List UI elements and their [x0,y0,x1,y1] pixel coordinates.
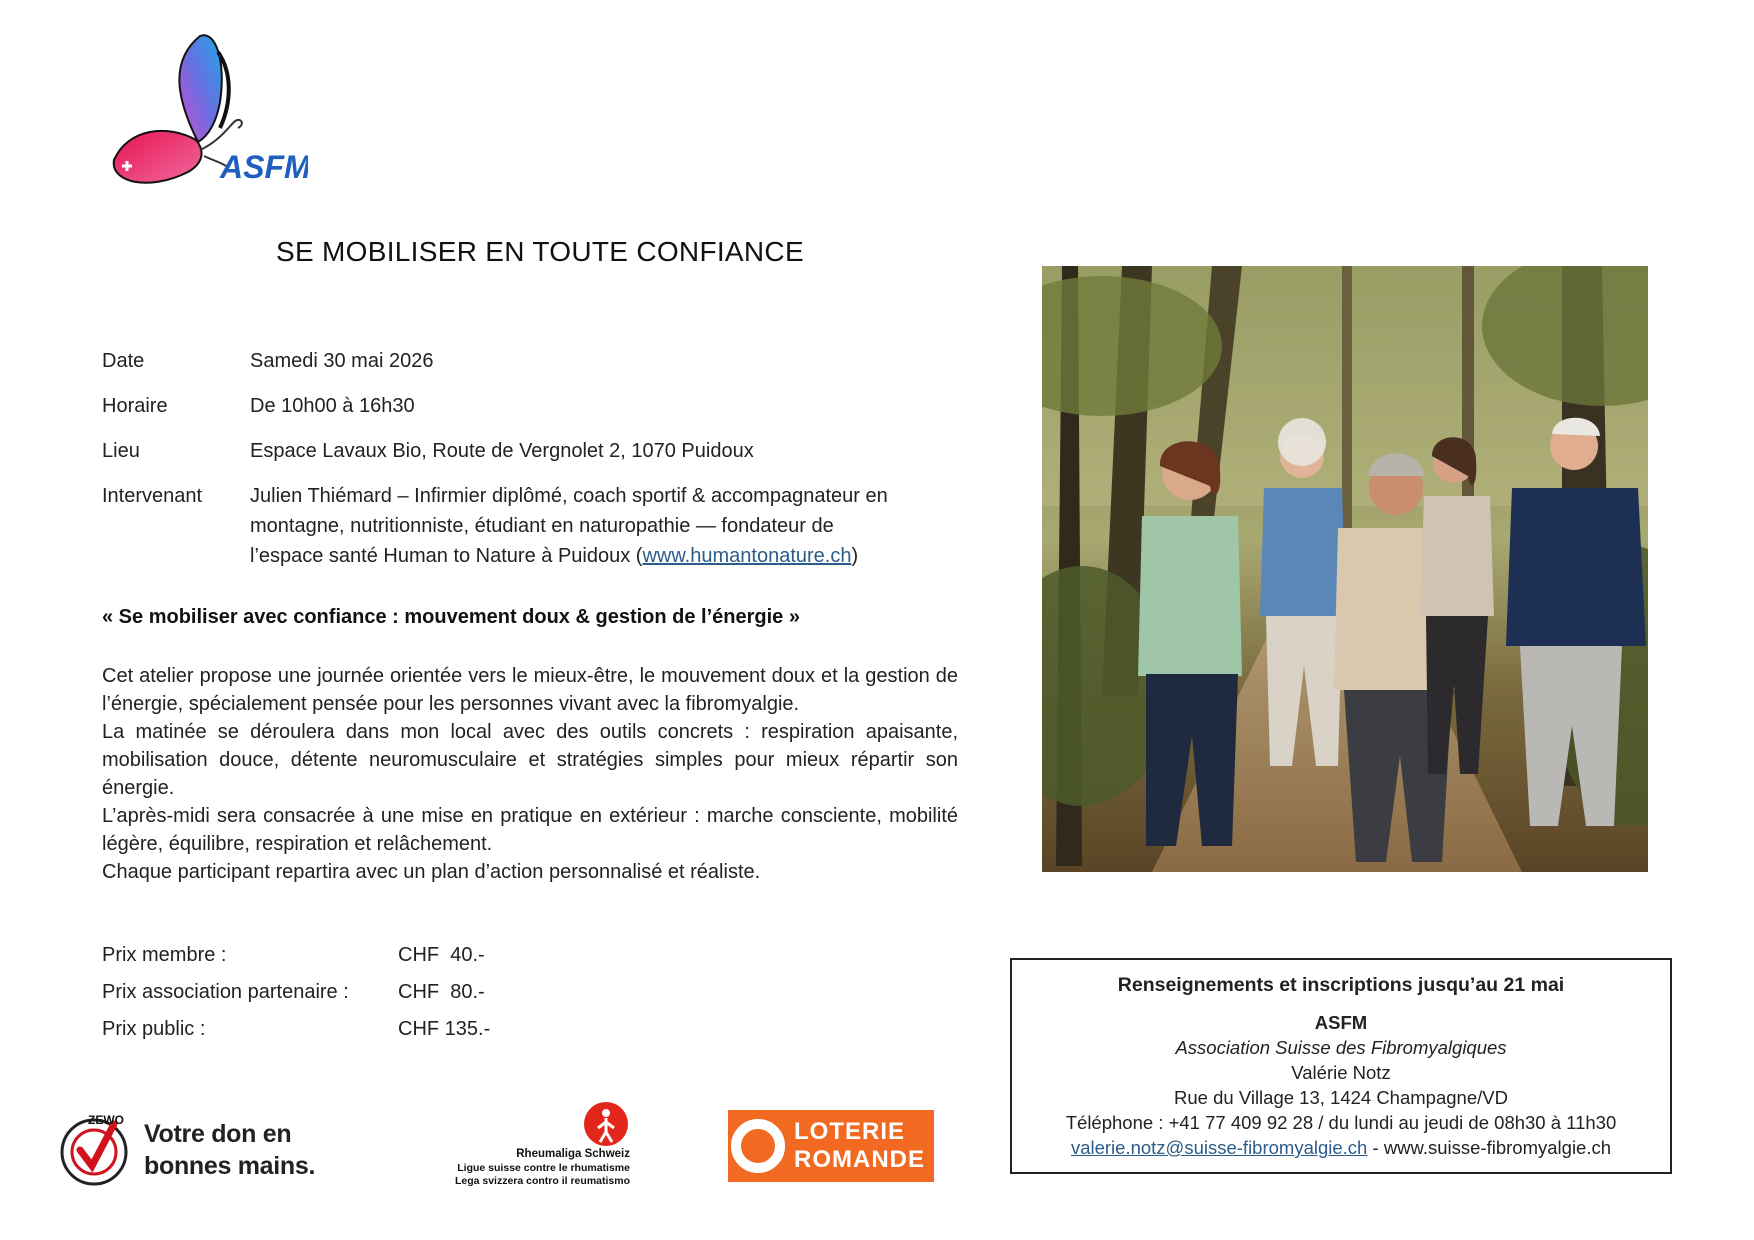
rheuma-line-3: Lega svizzera contro il reumatismo [454,1175,630,1187]
contact-org: ASFM [1314,1012,1368,1033]
svg-text:ASFM: ASFM [220,149,308,185]
zewo-logo [58,1110,348,1190]
rheuma-line-1: Rheumaliga Schweiz [516,1148,630,1160]
contact-org-full: Association Suisse des Fibromyalgiques [1175,1037,1507,1058]
time-value: De 10h00 à 16h30 [250,395,415,417]
rheumaliga-logo [400,1100,630,1190]
contact-heading: Renseignements et inscriptions jusqu’au 21 mai [1117,974,1565,996]
date-label: Date [102,350,145,372]
contact-person: Valérie Notz [1291,1062,1391,1083]
contact-email-link[interactable]: valerie.notz@suisse-fibromyalgie.ch [1070,1137,1368,1158]
loterie-line-1: LOTERIE [794,1118,906,1145]
contact-separator: - [1367,1137,1384,1158]
speaker-line-2: montagne, nutritionniste, étudiant en naturopathie — fondateur de [250,515,834,537]
workshop-subtitle: « Se mobiliser avec confiance : mouvement doux & gestion de l’énergie » [102,606,800,628]
page-title: SE MOBILISER EN TOUTE CONFIANCE [276,236,804,267]
speaker-label: Intervenant [102,485,203,507]
contact-web-row [1012,1137,1670,1159]
loterie-line-2: ROMANDE [794,1146,925,1173]
time-label: Horaire [102,395,168,417]
zewo-line-2: bonnes mains. [144,1152,316,1180]
rheuma-line-2: Ligue suisse contre le rhumatisme [457,1162,630,1174]
speaker-line-1: Julien Thiémard – Infirmier diplômé, coach sportif & accompagnateur en [250,485,888,507]
workshop-description [102,662,958,886]
walking-group-photo [1042,266,1648,872]
price-public-value: CHF 135.- [398,1018,491,1040]
contact-website: www.suisse-fibromyalgie.ch [1383,1137,1612,1158]
description-paragraph: La matinée se déroulera dans mon local avec des outils concrets : respiration apaisante, mobilisation douce, détente neuromusculaire et stratégies simples pour mieux répartir son énergie. [102,721,958,799]
description-paragraph: Chaque participant repartira avec un plan d’action personnalisé et réaliste. [102,861,761,883]
contact-phone: Téléphone : +41 77 409 92 28 / du lundi au jeudi de 08h30 à 11h30 [1065,1112,1617,1133]
loterie-ring-icon [728,1110,788,1182]
rheumaliga-figure-icon [582,1100,630,1148]
speaker-line-3-text: l’espace santé Human to Nature à Puidoux ( [250,545,643,567]
price-partner-value: CHF 80.- [398,981,485,1003]
description-paragraph: L’après-midi sera consacrée à une mise en pratique en extérieur : marche consciente, mobilité légère, équilibre, respiration et relâchement. [102,805,958,855]
contact-box [1010,958,1672,1174]
speaker-line-3-close: ) [851,545,859,567]
date-value: Samedi 30 mai 2026 [250,350,434,372]
svg-text:ZEWO: ZEWO [88,1113,124,1127]
loterie-romande-logo [728,1110,934,1182]
place-label: Lieu [102,440,140,462]
description-paragraph: Cet atelier propose une journée orientée vers le mieux-être, le mouvement doux et la gestion de l’énergie, spécialement pensée pour les personnes vivant avec la fibromyalgie. [102,665,958,715]
humantonature-link[interactable]: www.humantonature.ch [642,545,852,567]
speaker-line-3 [250,541,970,571]
asfm-logo [108,32,308,202]
price-member-value: CHF 40.- [398,944,485,966]
speaker-value [250,481,970,571]
contact-address: Rue du Village 13, 1424 Champagne/VD [1174,1087,1508,1108]
zewo-seal-icon [58,1110,138,1190]
place-value: Espace Lavaux Bio, Route de Vergnolet 2, 1070 Puidoux [250,440,754,462]
price-public-label: Prix public : [102,1018,206,1040]
zewo-slogan [144,1118,315,1182]
butterfly-icon [108,32,308,202]
price-partner-label: Prix association partenaire : [102,981,349,1003]
zewo-line-1: Votre don en [144,1120,292,1148]
price-member-label: Prix membre : [102,944,227,966]
